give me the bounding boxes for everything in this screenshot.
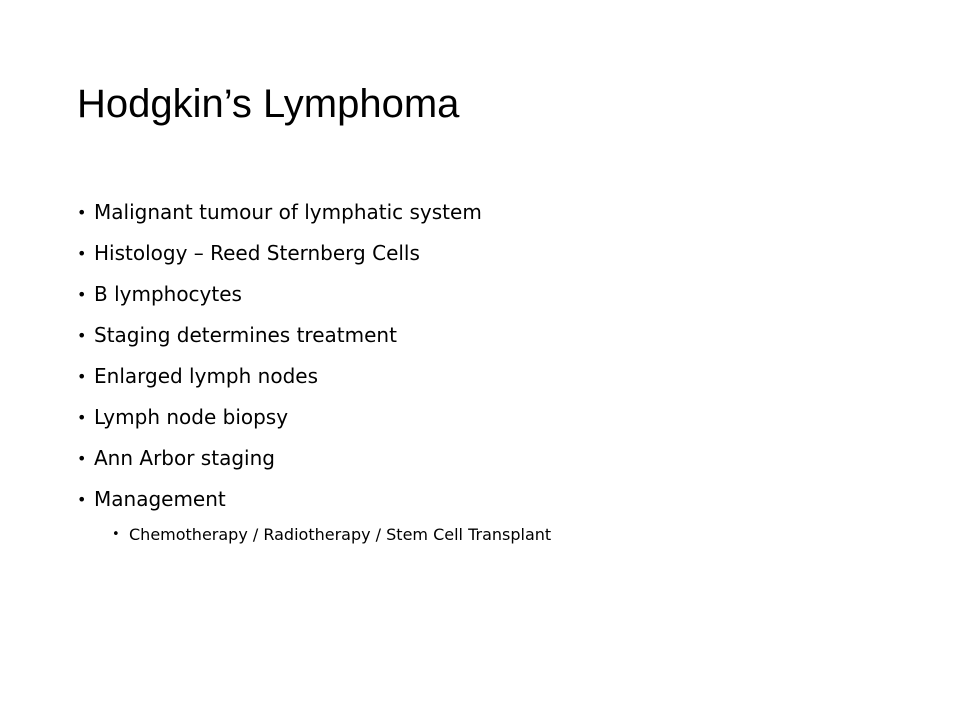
bullet-text: Lymph node biopsy: [94, 405, 289, 429]
bullet-icon: •: [77, 285, 87, 304]
sub-bullet-group: [77, 520, 551, 550]
bullet-text: Malignant tumour of lymphatic system: [94, 200, 482, 224]
bullet-list: [77, 192, 551, 550]
bullet-item: [77, 274, 551, 315]
bullet-text: Management: [94, 487, 226, 511]
bullet-text: Ann Arbor staging: [94, 446, 275, 470]
bullet-icon: •: [77, 326, 87, 345]
bullet-item: [77, 315, 551, 356]
bullet-item: [77, 479, 551, 520]
bullet-text: Staging determines treatment: [94, 323, 397, 347]
bullet-item: [77, 438, 551, 479]
bullet-icon: •: [77, 367, 87, 386]
bullet-icon: •: [77, 490, 87, 509]
sub-bullet-item: [77, 520, 551, 550]
bullet-item: [77, 356, 551, 397]
bullet-icon: •: [77, 203, 87, 222]
slide-title: Hodgkin’s Lymphoma: [77, 82, 460, 126]
bullet-icon: •: [77, 408, 87, 427]
sub-bullet-text: Chemotherapy / Radiotherapy / Stem Cell Transplant: [129, 525, 552, 544]
bullet-text: B lymphocytes: [94, 282, 242, 306]
bullet-icon: •: [77, 449, 87, 468]
sub-bullet-icon: •: [112, 527, 120, 542]
bullet-icon: •: [77, 244, 87, 263]
bullet-item: [77, 233, 551, 274]
bullet-item: [77, 397, 551, 438]
bullet-item: [77, 192, 551, 233]
sub-bullet-list: [77, 520, 551, 550]
bullet-text: Enlarged lymph nodes: [94, 364, 318, 388]
bullet-text: Histology – Reed Sternberg Cells: [94, 241, 420, 265]
